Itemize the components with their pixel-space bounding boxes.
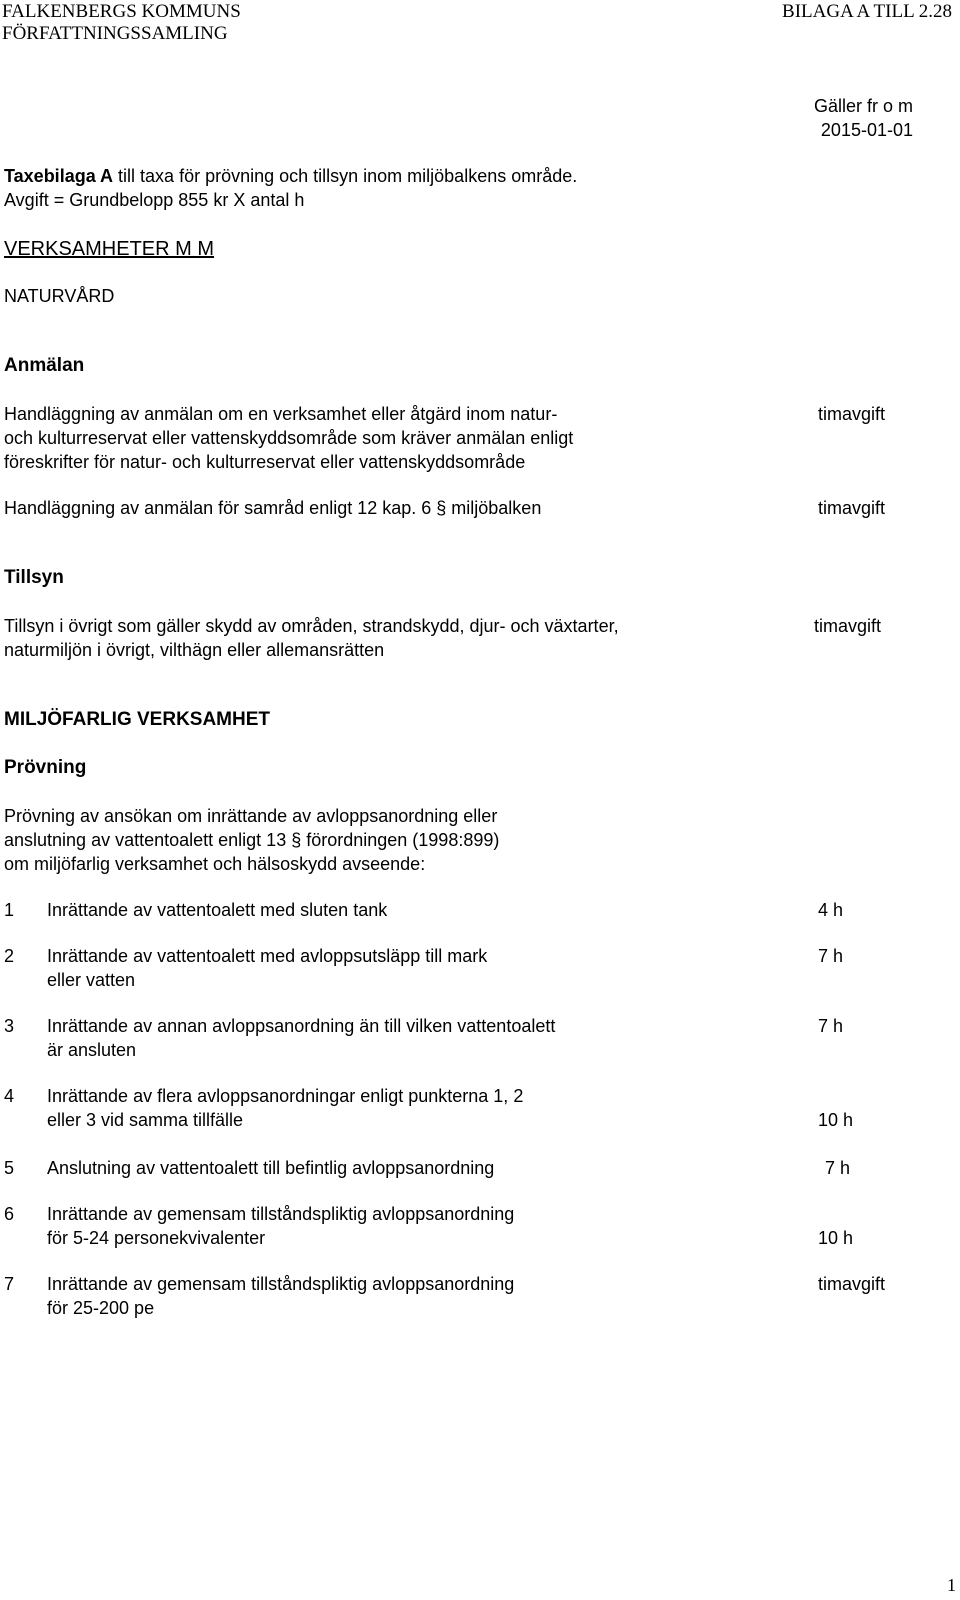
intro-title-rest: till taxa för prövning och tillsyn inom miljöbalkens område. [113, 166, 578, 186]
intro-title-bold: Taxebilaga A [4, 166, 114, 186]
intro-title [4, 164, 577, 188]
provning-item-3-line1: Inrättande av annan avloppsanordning än till vilken vattentoalett [47, 1016, 556, 1036]
intro-formula: Avgift = Grundbelopp 855 kr X antal h [4, 190, 305, 210]
provning-item-3-line2: är ansluten [47, 1040, 137, 1060]
anmalan-item-1-fee: timavgift [818, 404, 886, 424]
provning-item-4-fee: 10 h [818, 1110, 854, 1130]
provning-item-2-fee: 7 h [818, 946, 844, 966]
heading-tillsyn: Tillsyn [4, 567, 64, 588]
provning-item-4-line2: eller 3 vid samma tillfälle [47, 1110, 244, 1130]
provning-item-7-line2: för 25-200 pe [47, 1298, 155, 1318]
validity-label: Gäller fr o m [813, 96, 913, 116]
provning-item-5-line1: Anslutning av vattentoalett till befintlig avloppsanordning [47, 1158, 495, 1178]
provning-item-2-line2: eller vatten [47, 970, 136, 990]
provning-item-5-fee: 7 h [825, 1158, 851, 1178]
heading-miljofarlig: MILJÖFARLIG VERKSAMHET [4, 709, 271, 730]
provning-item-6-num: 6 [4, 1204, 15, 1224]
anmalan-item-1-line1: Handläggning av anmälan om en verksamhet eller åtgärd inom natur- [4, 404, 558, 424]
header-left-line1: FALKENBERGS KOMMUNS [2, 1, 241, 22]
anmalan-item-1-line2: och kulturreservat eller vattenskyddsområde som kräver anmälan enligt [4, 428, 574, 448]
heading-naturvard: NATURVÅRD [4, 286, 115, 306]
tillsyn-fee: timavgift [814, 616, 882, 636]
provning-item-7-line1: Inrättande av gemensam tillståndspliktig avloppsanordning [47, 1274, 515, 1294]
tillsyn-line2: naturmiljön i övrigt, vilthägn eller allemansrätten [4, 640, 385, 660]
provning-item-1-line1: Inrättande av vattentoalett med sluten tank [47, 900, 388, 920]
anmalan-item-1-line3: föreskrifter för natur- och kulturreservat eller vattenskyddsområde [4, 452, 526, 472]
anmalan-item-2-line1: Handläggning av anmälan för samråd enligt 12 kap. 6 § miljöbalken [4, 498, 542, 518]
provning-item-7-num: 7 [4, 1274, 15, 1294]
provning-item-4-line1: Inrättande av flera avloppsanordningar enligt punkterna 1, 2 [47, 1086, 524, 1106]
header-left-line2: FÖRFATTNINGSSAMLING [2, 23, 228, 44]
heading-anmalan: Anmälan [4, 355, 85, 376]
provning-intro-line2: anslutning av vattentoalett enligt 13 § förordningen (1998:899) [4, 830, 500, 850]
validity-date: 2015-01-01 [820, 120, 913, 140]
provning-item-3-num: 3 [4, 1016, 15, 1036]
anmalan-item-2-fee: timavgift [818, 498, 886, 518]
heading-verksamheter: VERKSAMHETER M M [4, 238, 215, 260]
provning-item-2-line1: Inrättande av vattentoalett med avloppsutsläpp till mark [47, 946, 488, 966]
provning-item-7-fee: timavgift [818, 1274, 886, 1294]
page-number: 1 [947, 1575, 956, 1595]
provning-item-6-line2: för 5-24 personekvivalenter [47, 1228, 266, 1248]
header-right: BILAGA A TILL 2.28 [782, 1, 952, 22]
provning-item-5-num: 5 [4, 1158, 15, 1178]
provning-item-2-num: 2 [4, 946, 15, 966]
provning-intro-line3: om miljöfarlig verksamhet och hälsoskydd avseende: [4, 854, 426, 874]
provning-item-1-num: 1 [4, 900, 15, 920]
provning-item-4-num: 4 [4, 1086, 15, 1106]
provning-item-3-fee: 7 h [818, 1016, 844, 1036]
provning-intro-line1: Prövning av ansökan om inrättande av avloppsanordning eller [4, 806, 498, 826]
heading-provning: Prövning [4, 757, 87, 778]
provning-item-1-fee: 4 h [818, 900, 844, 920]
provning-item-6-fee: 10 h [818, 1228, 854, 1248]
provning-item-6-line1: Inrättande av gemensam tillståndspliktig avloppsanordning [47, 1204, 515, 1224]
tillsyn-line1: Tillsyn i övrigt som gäller skydd av områden, strandskydd, djur- och växtarter, [4, 616, 619, 636]
